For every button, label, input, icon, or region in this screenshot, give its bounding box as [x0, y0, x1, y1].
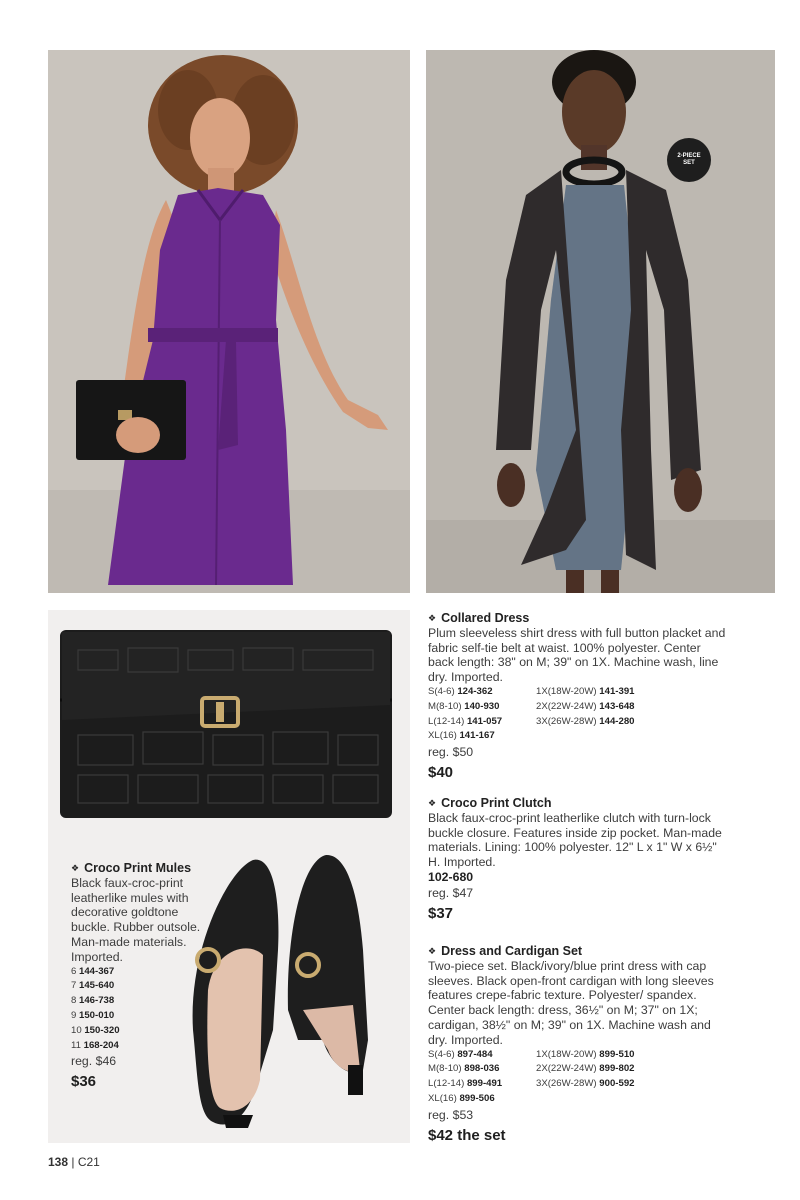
set-regular-price: reg. $53	[428, 1107, 474, 1122]
size-row: 7 145-640	[71, 980, 115, 992]
mules-size-list	[71, 965, 211, 1054]
dress-regular-price: reg. $50	[428, 745, 474, 760]
collared-dress-photo	[48, 50, 410, 593]
dress-sale-price: $40	[428, 763, 454, 781]
diamond-bullet-icon: ❖	[428, 613, 437, 623]
size-row: M(8-10) 898-036	[428, 1063, 500, 1075]
clutch-sku: 102-680	[428, 869, 474, 884]
clutch-regular-price: reg. $47	[428, 885, 474, 900]
size-row: 2X(22W-24W) 899-802	[536, 1063, 635, 1075]
size-row: 3X(26W-28W) 144-280	[536, 715, 635, 727]
set-description: Two-piece set. Black/ivory/blue print dress with cap sleeves. Black open-front cardigan with long sleeves features crepe-fabric texture. Polyester/ spandex. Center back length: dress, 36½" on M; 37" on 1X; cardigan, 38½" on M; 39" on 1X. Machine wash and dry. Imported.	[428, 958, 714, 1047]
size-row: 10 150-320	[71, 1024, 120, 1036]
size-row: 3X(26W-28W) 900-592	[536, 1078, 635, 1090]
size-row: 1X(18W-20W) 141-391	[536, 685, 635, 697]
mules-copy	[71, 861, 211, 1091]
clutch-copy	[428, 796, 728, 923]
page-number: 138	[48, 1155, 69, 1169]
dress-cardigan-set-photo	[426, 50, 775, 593]
set-sale-price: $42 the set	[428, 1126, 506, 1144]
size-row: 9 150-010	[71, 1009, 115, 1021]
size-row: S(4-6) 124-362	[428, 685, 493, 697]
size-row: L(12-14) 141-057	[428, 715, 503, 727]
size-row: 2X(22W-24W) 143-648	[536, 700, 635, 712]
size-row: 8 146-738	[71, 995, 115, 1007]
page-footer	[48, 1155, 100, 1169]
mules-title: ❖ Croco Print Mules	[71, 861, 192, 875]
size-row: S(4-6) 897-484	[428, 1048, 493, 1060]
dress-size-list	[428, 685, 728, 744]
clutch-sale-price: $37	[428, 904, 454, 922]
two-piece-set-badge: 2-PIECE SET	[667, 138, 711, 182]
collared-dress-copy	[428, 611, 728, 782]
clutch-description: Black faux-croc-print leatherlike clutch with turn-lock buckle closure. Features inside zip pocket. Man-made materials. Lining: 100% polyester. 12" L x 1" W x 6½" H. Imported.	[428, 810, 722, 870]
mules-sale-price: $36	[71, 1073, 97, 1091]
catalog-code: C21	[77, 1155, 100, 1169]
size-row: 6 144-367	[71, 965, 115, 977]
dress-title: ❖ Collared Dress	[428, 611, 530, 625]
set-title: ❖ Dress and Cardigan Set	[428, 944, 583, 958]
mules-regular-price: reg. $46	[71, 1054, 117, 1069]
size-row: 1X(18W-20W) 899-510	[536, 1048, 635, 1060]
diamond-bullet-icon: ❖	[71, 863, 80, 873]
croco-clutch-image	[60, 630, 392, 818]
size-row: M(8-10) 140-930	[428, 700, 500, 712]
diamond-bullet-icon: ❖	[428, 946, 437, 956]
footer-separator: |	[71, 1155, 75, 1169]
dress-cardigan-set-copy	[428, 944, 733, 1145]
mules-description: Black faux-croc-print leatherlike mules with decorative goldtone buckle. Rubber outsole. Man-made materials. Imported.	[71, 875, 201, 964]
size-row: XL(16) 899-506	[428, 1092, 495, 1104]
size-row: XL(16) 141-167	[428, 730, 495, 742]
size-row: 11 168-204	[71, 1039, 119, 1051]
diamond-bullet-icon: ❖	[428, 798, 437, 808]
dress-description: Plum sleeveless shirt dress with full button placket and fabric self-tie belt at waist. 100% polyester. Center back length: 38" on M; 39" on 1X. Machine wash, line dry. Imported.	[428, 625, 726, 685]
set-size-list	[428, 1048, 733, 1107]
size-row: L(12-14) 899-491	[428, 1078, 503, 1090]
clutch-title: ❖ Croco Print Clutch	[428, 796, 552, 810]
